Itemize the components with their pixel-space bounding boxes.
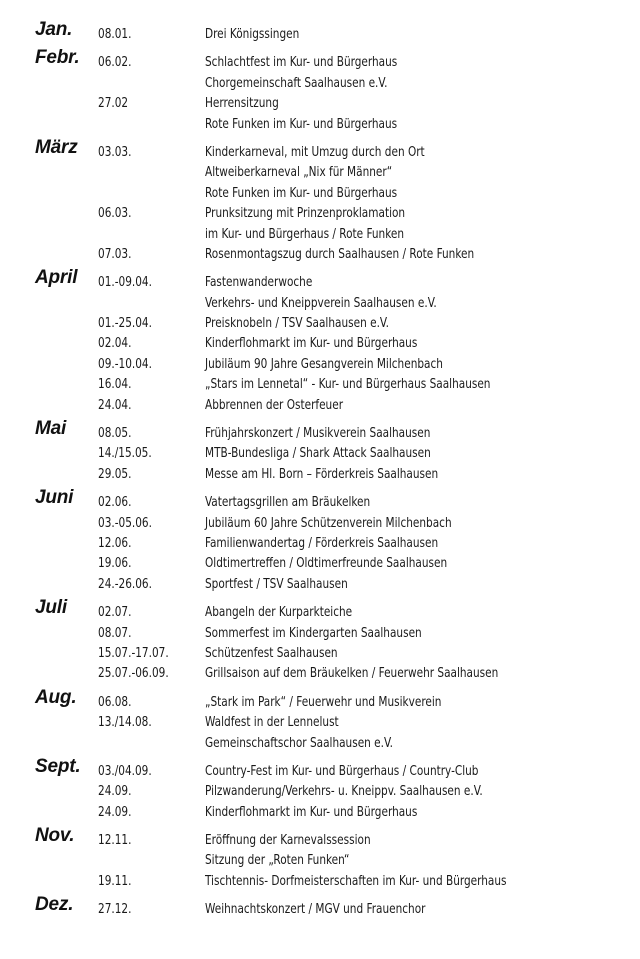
event-text: Preisknobeln / TSV Saalhausen e.V.	[205, 315, 389, 332]
event-date: 08.01.	[98, 26, 132, 42]
event-row	[0, 183, 640, 203]
event-row	[0, 733, 640, 753]
event-text: Verkehrs- und Kneippverein Saalhausen e.V.	[205, 294, 437, 311]
event-text: Tischtennis- Dorfmeisterschaften im Kur- und Bürgerhaus	[205, 872, 507, 889]
event-text: Altweiberkarneval „Nix für Männer“	[205, 164, 393, 181]
event-text: Jubiläum 60 Jahre Schützenverein Milchenbach	[205, 514, 452, 531]
event-row	[0, 533, 640, 553]
event-text: Country-Fest im Kur- und Bürgerhaus / Country-Club	[205, 762, 479, 779]
event-text: Rosenmontagszug durch Saalhausen / Rote Funken	[205, 245, 475, 262]
month-block	[0, 267, 640, 415]
event-date: 25.07.-06.09.	[98, 665, 169, 682]
event-text: Kinderkarneval, mit Umzug durch den Ort	[205, 143, 425, 160]
event-row	[0, 142, 640, 162]
event-text: Rote Funken im Kur- und Bürgerhaus	[205, 115, 398, 132]
event-text: Sitzung der „Roten Funken“	[205, 852, 350, 869]
event-date: 24.04.	[98, 396, 132, 413]
event-text: Schützenfest Saalhausen	[205, 644, 338, 661]
event-date: 24.-26.06.	[98, 575, 152, 592]
month-name: Mai	[35, 418, 67, 440]
month-block	[0, 136, 640, 264]
event-date: 06.08.	[98, 693, 132, 710]
event-date: 08.05.	[98, 425, 132, 442]
event-text: Sportfest / TSV Saalhausen	[205, 575, 348, 592]
event-row	[0, 871, 640, 891]
event-row	[0, 354, 640, 374]
event-row	[0, 850, 640, 870]
event-date: 16.04.	[98, 376, 132, 393]
event-text: Weihnachtskonzert / MGV und Frauenchor	[205, 901, 426, 918]
event-row	[0, 73, 640, 93]
event-date: 15.07.-17.07.	[98, 644, 169, 661]
event-text: Vatertagsgrillen am Bräukelken	[205, 494, 371, 511]
event-row	[0, 802, 640, 822]
event-text: Prunksitzung mit Prinzenproklamation	[205, 205, 406, 222]
month-name: Juli	[35, 597, 67, 619]
event-row	[0, 643, 640, 663]
month-block	[0, 487, 640, 594]
event-text: Sommerfest im Kindergarten Saalhausen	[205, 624, 422, 641]
event-date: 24.09.	[98, 783, 132, 800]
month-block	[0, 894, 640, 919]
event-row	[0, 224, 640, 244]
event-date: 29.05.	[98, 465, 132, 482]
event-row	[0, 203, 640, 223]
event-date: 24.09.	[98, 803, 132, 820]
month-name: Nov.	[35, 825, 75, 847]
event-row	[0, 395, 640, 415]
event-date: 06.02.	[98, 54, 132, 71]
event-row	[0, 114, 640, 134]
event-text: „Stark im Park“ / Feuerwehr und Musikverein	[205, 693, 442, 710]
event-text: Familienwandertag / Förderkreis Saalhausen	[205, 534, 439, 551]
event-date: 02.06.	[98, 494, 132, 511]
event-text: Abbrennen der Osterfeuer	[205, 396, 344, 413]
event-text: Kinderflohmarkt im Kur- und Bürgerhaus	[205, 803, 418, 820]
event-date: 14./15.05.	[98, 445, 152, 462]
month-name: Dez.	[35, 894, 74, 916]
event-text: im Kur- und Bürgerhaus / Rote Funken	[205, 225, 405, 242]
month-block	[0, 686, 640, 753]
month-block	[0, 755, 640, 822]
event-row	[0, 663, 640, 683]
event-date: 07.03.	[98, 245, 132, 262]
event-row	[0, 313, 640, 333]
month-block	[0, 597, 640, 684]
event-text: Rote Funken im Kur- und Bürgerhaus	[205, 184, 398, 201]
event-row	[0, 423, 640, 443]
event-text: Frühjahrskonzert / Musikverein Saalhausen	[205, 425, 431, 442]
event-row	[0, 761, 640, 781]
event-row	[0, 333, 640, 353]
event-text: Pilzwanderung/Verkehrs- u. Kneippv. Saalhausen e.V.	[205, 783, 483, 800]
event-text: Drei Königssingen	[205, 26, 300, 42]
month-block	[0, 825, 640, 891]
event-text: Messe am Hl. Born – Förderkreis Saalhausen	[205, 465, 439, 482]
event-row	[0, 293, 640, 313]
event-row	[0, 830, 640, 850]
event-row	[0, 24, 640, 44]
month-block	[0, 418, 640, 484]
event-row	[0, 623, 640, 643]
event-date: 12.11.	[98, 832, 132, 849]
event-date: 03.-05.06.	[98, 514, 152, 531]
event-text: Schlachtfest im Kur- und Bürgerhaus	[205, 54, 398, 71]
event-text: „Stars im Lennetal“ - Kur- und Bürgerhaus Saalhausen	[205, 376, 491, 393]
month-name: Jan.	[35, 19, 73, 40]
month-name: März	[35, 136, 78, 158]
event-text: Kinderflohmarkt im Kur- und Bürgerhaus	[205, 335, 418, 352]
month-name: Sept.	[35, 755, 81, 777]
event-text: Gemeinschaftschor Saalhausen e.V.	[205, 734, 394, 751]
event-text: Jubiläum 90 Jahre Gesangverein Milchenbach	[205, 355, 443, 372]
event-row	[0, 162, 640, 182]
event-row	[0, 464, 640, 484]
event-text: Eröffnung der Karnevalssession	[205, 832, 371, 849]
event-date: 02.04.	[98, 335, 132, 352]
event-row	[0, 602, 640, 622]
event-date: 03./04.09.	[98, 762, 152, 779]
event-text: Herrensitzung	[205, 95, 279, 112]
month-name: April	[35, 267, 78, 289]
event-text: Grillsaison auf dem Bräukelken / Feuerwehr Saalhausen	[205, 665, 499, 682]
event-date: 02.07.	[98, 604, 132, 621]
event-row	[0, 244, 640, 264]
event-row	[0, 52, 640, 72]
event-text: Abangeln der Kurparkteiche	[205, 604, 353, 621]
event-date: 12.06.	[98, 534, 132, 551]
event-date: 19.06.	[98, 555, 132, 572]
event-date: 06.03.	[98, 205, 132, 222]
month-name: Febr.	[35, 47, 80, 69]
event-text: Fastenwanderwoche	[205, 274, 313, 291]
event-row	[0, 574, 640, 594]
event-date: 03.03.	[98, 143, 132, 160]
event-text: Chorgemeinschaft Saalhausen e.V.	[205, 74, 388, 91]
event-row	[0, 553, 640, 573]
event-row	[0, 781, 640, 801]
event-date: 01.-09.04.	[98, 274, 152, 291]
event-row	[0, 93, 640, 113]
event-date: 19.11.	[98, 872, 132, 889]
event-row	[0, 899, 640, 919]
event-row	[0, 374, 640, 394]
event-row	[0, 272, 640, 292]
event-text: Waldfest in der Lennelust	[205, 714, 339, 731]
event-row	[0, 513, 640, 533]
event-date: 27.12.	[98, 901, 132, 918]
month-name: Aug.	[35, 686, 77, 708]
event-calendar	[0, 19, 640, 928]
event-row	[0, 492, 640, 512]
month-block	[0, 47, 640, 134]
event-date: 08.07.	[98, 624, 132, 641]
event-row	[0, 712, 640, 732]
event-text: Oldtimertreffen / Oldtimerfreunde Saalhausen	[205, 555, 448, 572]
month-block	[0, 19, 640, 44]
event-date: 01.-25.04.	[98, 315, 152, 332]
event-date: 13./14.08.	[98, 714, 152, 731]
event-row	[0, 692, 640, 712]
event-date: 09.-10.04.	[98, 355, 152, 372]
event-row	[0, 443, 640, 463]
event-text: MTB-Bundesliga / Shark Attack Saalhausen	[205, 445, 431, 462]
event-date: 27.02	[98, 95, 129, 112]
month-name: Juni	[35, 487, 74, 509]
